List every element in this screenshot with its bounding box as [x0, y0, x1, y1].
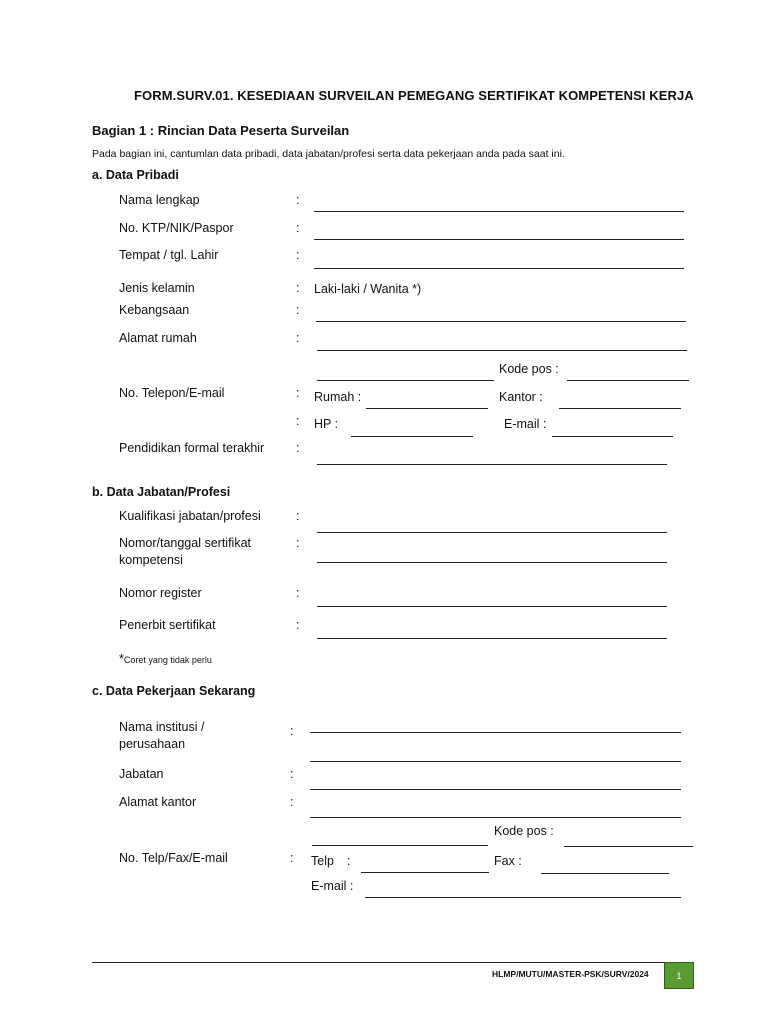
colon: :: [290, 851, 294, 865]
colon: :: [296, 536, 300, 550]
label-nama-lengkap: Nama lengkap: [119, 193, 200, 207]
field-kebangsaan[interactable]: [316, 321, 686, 322]
colon: :: [296, 331, 300, 345]
label-alamat-kantor: Alamat kantor: [119, 795, 197, 809]
label-fax: Fax :: [494, 854, 522, 868]
field-jabatan[interactable]: [310, 789, 681, 790]
label-kode-pos-kantor: Kode pos :: [494, 824, 554, 838]
colon: :: [296, 618, 300, 632]
form-title: FORM.SURV.01. KESEDIAAN SURVEILAN PEMEGANG SERTIFIKAT KOMPETENSI KERJA: [134, 88, 694, 103]
label-hp: HP :: [314, 417, 339, 431]
field-telepon-rumah[interactable]: [366, 408, 488, 409]
field-alamat-kantor[interactable]: [310, 817, 681, 818]
colon: :: [296, 303, 300, 317]
subsection-heading-pribadi: a. Data Pribadi: [92, 168, 179, 182]
label-email: E-mail :: [504, 417, 547, 431]
jenis-kelamin-options[interactable]: Laki-laki / Wanita *): [314, 282, 422, 296]
label-nomor-sertifikat: Nomor/tanggal sertifikat: [119, 536, 252, 550]
label-kantor: Kantor :: [499, 390, 543, 404]
label-pendidikan: Pendidikan formal terakhir: [119, 441, 265, 455]
label-rumah: Rumah :: [314, 390, 362, 404]
label-telp-fax-email: No. Telp/Fax/E-mail: [119, 851, 228, 865]
colon: :: [347, 854, 351, 868]
footnote-star: *: [119, 652, 124, 666]
field-email-kantor[interactable]: [365, 897, 681, 898]
field-nama-institusi[interactable]: [310, 732, 681, 733]
field-pendidikan[interactable]: [317, 464, 667, 465]
label-penerbit: Penerbit sertifikat: [119, 618, 216, 632]
field-telepon-kantor[interactable]: [559, 408, 681, 409]
colon: :: [296, 386, 300, 400]
footnote: [119, 652, 212, 666]
label-alamat-rumah: Alamat rumah: [119, 331, 197, 345]
field-kualifikasi[interactable]: [317, 532, 667, 533]
field-nama-institusi-2[interactable]: [310, 761, 681, 762]
subsection-heading-pekerjaan: c. Data Pekerjaan Sekarang: [92, 684, 256, 698]
colon: :: [296, 221, 300, 235]
label-ktp: No. KTP/NIK/Paspor: [119, 221, 234, 235]
field-email[interactable]: [552, 436, 673, 437]
field-kode-pos-kantor[interactable]: [564, 846, 693, 847]
section-heading: Bagian 1 : Rincian Data Peserta Surveilan: [92, 123, 350, 138]
colon: :: [296, 281, 300, 295]
colon: :: [290, 795, 294, 809]
field-hp[interactable]: [351, 436, 473, 437]
label-kode-pos: Kode pos :: [499, 362, 559, 376]
colon: :: [296, 441, 300, 455]
colon: :: [296, 586, 300, 600]
field-nomor-register[interactable]: [317, 606, 667, 607]
subsection-heading-jabatan: b. Data Jabatan/Profesi: [92, 485, 231, 499]
field-ktp[interactable]: [314, 239, 684, 240]
label-jabatan: Jabatan: [119, 767, 164, 781]
field-kode-pos[interactable]: [567, 380, 689, 381]
label-nomor-sertifikat-cont: kompetensi: [119, 553, 183, 567]
page-number: 1: [664, 962, 694, 989]
field-nomor-sertifikat[interactable]: [317, 562, 667, 563]
footer-divider: [92, 962, 694, 963]
field-alamat-kantor-2[interactable]: [312, 845, 488, 846]
colon: :: [290, 767, 294, 781]
field-alamat-rumah[interactable]: [317, 350, 687, 351]
colon: :: [296, 193, 300, 207]
label-kualifikasi: Kualifikasi jabatan/profesi: [119, 509, 261, 523]
footnote-text: Coret yang tidak perlu: [123, 655, 212, 665]
label-nama-institusi-cont: perusahaan: [119, 737, 186, 751]
field-alamat-rumah-2[interactable]: [317, 380, 494, 381]
colon: :: [290, 724, 294, 738]
label-telepon: No. Telepon/E-mail: [119, 386, 225, 400]
label-email-kantor: E-mail :: [311, 879, 354, 893]
section-intro: Pada bagian ini, cantumlan data pribadi, data jabatan/profesi serta data pekerjaan anda pada saat ini.: [92, 148, 565, 160]
field-nama-lengkap[interactable]: [314, 211, 684, 212]
field-fax[interactable]: [541, 873, 669, 874]
field-telp[interactable]: [361, 872, 489, 873]
field-ttl[interactable]: [314, 268, 684, 269]
colon: :: [296, 414, 300, 428]
colon: :: [296, 509, 300, 523]
field-penerbit[interactable]: [317, 638, 667, 639]
label-ttl: Tempat / tgl. Lahir: [119, 248, 219, 262]
footer-document-code: HLMP/MUTU/MASTER-PSK/SURV/2024: [492, 969, 649, 979]
label-nama-institusi: Nama institusi /: [119, 720, 205, 734]
label-jenis-kelamin: Jenis kelamin: [119, 281, 195, 295]
colon: :: [296, 248, 300, 262]
label-telp: Telp: [311, 854, 334, 868]
label-nomor-register: Nomor register: [119, 586, 202, 600]
label-kebangsaan: Kebangsaan: [119, 303, 190, 317]
